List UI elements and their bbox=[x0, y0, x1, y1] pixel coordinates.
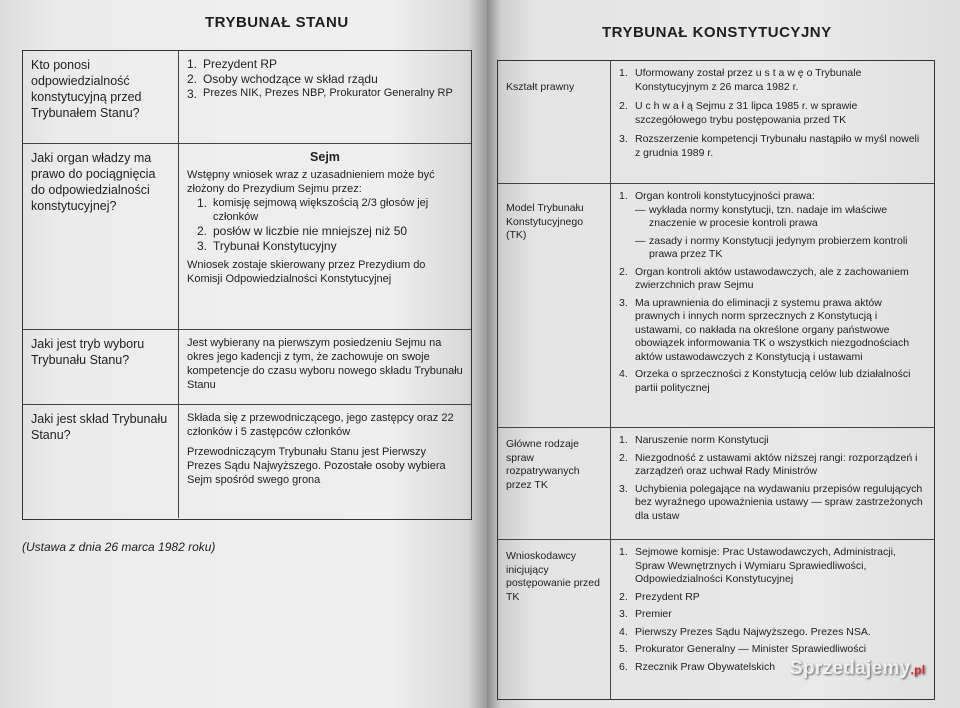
list-item: Ma uprawnienia do eliminacji z systemu prawa aktów prawnych i innych norm sprzecznych z Konstytucją i ustawami, co nakłada na określone organy państwowe obowiązek informowania TK o wszystkich niezgodnościach aktów ustawodawczych z Konstytucją i ustawami bbox=[635, 296, 910, 363]
list-item: Sejmowe komisje: Prac Ustawodawczych, Administracji, Spraw Wewnętrznych i Wymiaru Sprawiedliwości, Odpowiedzialności Konstytucyjnej bbox=[635, 546, 896, 585]
question-cell: Jaki jest tryb wyboru Trybunału Stanu? bbox=[31, 337, 145, 367]
answer-cell bbox=[178, 330, 471, 404]
list-item: Organ kontroli konstytucyjności prawa: bbox=[635, 190, 815, 202]
list-item: Prezydent RP bbox=[635, 590, 700, 603]
outro-text: Wniosek zostaje skierowany przez Prezydium do Komisji Odpowiedzialności Konstytucyjnej bbox=[187, 259, 426, 285]
answer-text: Jest wybierany na pierwszym posiedzeniu Sejmu na okres jego kadencji z tym, że zachowuje on swoje kompetencje do czasu wyboru nowego składu Trybunału Stanu bbox=[187, 337, 463, 391]
list-item: komisję sejmową większością 2/3 głosów jej członków bbox=[213, 197, 429, 223]
list-item: Premier bbox=[635, 608, 672, 620]
list-item: Rozszerzenie kompetencji Trybunału nastąpiło w myśl noweli z grudnia 1989 r. bbox=[635, 133, 920, 159]
answer-cell: 1. Prezydent RP 2. Osoby wchodzące w skład rządu 3. Prezes NIK, Prezes NBP, Prokurator Generalny RP bbox=[178, 51, 471, 143]
question-cell: Kształt prawny bbox=[506, 81, 575, 93]
trybunal-konstytucyjny-table bbox=[497, 60, 935, 700]
table-row bbox=[23, 143, 471, 329]
footnote: (Ustawa z dnia 26 marca 1982 roku) bbox=[22, 540, 216, 554]
list-item: Pierwszy Prezes Sądu Najwyższego. Prezes NSA. bbox=[635, 625, 871, 638]
page-title: TRYBUNAŁ KONSTYTUCYJNY bbox=[602, 24, 832, 41]
answer-cell bbox=[178, 405, 471, 518]
answer-cell: 1. Organ kontroli konstytucyjności prawa: — wykłada normy konstytucji, tzn. nadaje im właściwe znaczenie w procesie kontroli prawa — zasady i normy Konstytucji jedynym probierzem kontroli prawa przez TK 2. Organ kontroli aktów ustawodawczych, ale z zachowaniem zwierzchnich praw Sejmu 3. Ma uprawnienia do eliminacji z systemu prawa aktów prawnych i innych norm sprzecznych z Konstytucją i ustawami, co nakłada na określone organy państwowe obowiązek informowania TK o wszystkich niezgodnościach aktów ustawodawczych z Konstytucją i ustawami 4. Orzeka o sprzeczności z Konstytucją celów lub działalności partii politycznej bbox=[610, 184, 934, 427]
answer-cell: 1. Sejmowe komisje: Prac Ustawodawczych, Administracji, Spraw Wewnętrznych i Wymiaru Sprawiedliwości, Odpowiedzialności Konstytucyjnej 2. Prezydent RP 3. Premier 4. Pierwszy Prezes Sądu Najwyższego. Prezes NSA. 5. Prokurator Generalny — Minister Sprawiedliwości 6. Rzecznik Praw Obywatelskich bbox=[610, 540, 934, 699]
answer-cell: Sejm Wstępny wniosek wraz z uzasadnieniem może być złożony do Prezydium Sejmu przez: 1. komisję sejmową większością 2/3 głosów jej członków 2. posłów w liczbie nie mniejszej niż 50 3. Trybunał Konstytucyjny Wniosek zostaje skierowany przez Prezydium do Komisji Odpowiedzialności Konstytucyjnej bbox=[178, 144, 471, 329]
table-row bbox=[498, 183, 934, 427]
list-item: Rzecznik Praw Obywatelskich bbox=[635, 660, 776, 673]
tribunal-stanu-table bbox=[22, 50, 472, 520]
watermark-text: Sprzedajemy bbox=[790, 658, 911, 679]
table-row bbox=[498, 61, 934, 183]
question-cell: Jaki jest skład Trybunału Stanu? bbox=[31, 412, 168, 442]
right-page bbox=[487, 0, 960, 708]
answer-text: Przewodniczącym Trybunału Stanu jest Pierwszy Prezes Sądu Najwyższego. Pozostałe osoby wybiera Sejm spośród swego grona bbox=[187, 446, 446, 486]
list-item: Prezydent RP bbox=[203, 57, 278, 71]
sejm-heading: Sejm bbox=[310, 150, 340, 164]
sub-item: zasady i normy Konstytucji jedynym probierzem kontroli prawa przez TK bbox=[649, 234, 908, 260]
sub-item: wykłada normy konstytucji, tzn. nadaje im właściwe znaczenie w procesie kontroli prawa bbox=[649, 203, 888, 229]
table-row bbox=[23, 404, 471, 518]
page-title: TRYBUNAŁ STANU bbox=[205, 14, 349, 31]
list-item: Niezgodność z ustawami aktów niższej rangi: rozporządzeń i zarządzeń oraz uchwał Rady Ministrów bbox=[635, 451, 918, 477]
list-item: Naruszenie norm Konstytucji bbox=[635, 434, 769, 446]
list-item: Trybunał Konstytucyjny bbox=[213, 239, 337, 253]
list-item: Organ kontroli aktów ustawodawczych, ale z zachowaniem zwierzchnich praw Sejmu bbox=[635, 265, 909, 291]
list-item: Osoby wchodzące w skład rządu bbox=[203, 72, 378, 86]
list-item: Orzeka o sprzeczności z Konstytucją celów lub działalności partii politycznej bbox=[635, 368, 911, 394]
question-cell: Kto ponosi odpowiedzialność konstytucyjną przed Trybunałem Stanu? bbox=[31, 58, 142, 120]
list-item: Uchybienia polegające na wydawaniu przepisów regulujących bez wyraźnego upoważnienia ustawy — spraw zastrzeżonych dla ustaw bbox=[635, 482, 923, 522]
answer-cell: 1. Naruszenie norm Konstytucji 2. Niezgodność z ustawami aktów niższej rangi: rozporządzeń i zarządzeń oraz uchwał Rady Ministrów 3. Uchybienia polegające na wydawaniu przepisów regulujących bez wyraźnego upoważnienia ustawy — spraw zastrzeżonych dla ustaw bbox=[610, 428, 934, 539]
watermark-logo bbox=[790, 658, 925, 680]
question-cell: Jaki organ władzy ma prawo do pociągnięcia do odpowiedzialności konstytucyjnej? bbox=[31, 151, 156, 213]
question-cell: Model Trybunału Konstytucyjnego (TK) bbox=[506, 202, 584, 241]
list-item: Uformowany został przez u s t a w ę o Trybunale Konstytucyjnym z 26 marca 1982 r. bbox=[635, 67, 862, 93]
table-row bbox=[23, 329, 471, 404]
table-row bbox=[498, 427, 934, 539]
question-cell: Główne rodzaje spraw rozpatrywanych przez TK bbox=[506, 438, 580, 491]
list-item: Prezes NIK, Prezes NBP, Prokurator Generalny RP bbox=[203, 87, 453, 99]
watermark-suffix: .pl bbox=[910, 663, 926, 677]
question-cell: Wnioskodawcy inicjujący postępowanie przed TK bbox=[506, 550, 600, 603]
answer-text: Składa się z przewodniczącego, jego zastępcy oraz 22 członków i 5 zastępców członków bbox=[187, 412, 454, 438]
table-row bbox=[23, 51, 471, 143]
answer-cell: 1. Uformowany został przez u s t a w ę o Trybunale Konstytucyjnym z 26 marca 1982 r. 2. U c h w a ł ą Sejmu z 31 lipca 1985 r. w sprawie szczegółowego trybu postępowania przed TK 3. Rozszerzenie kompetencji Trybunału nastąpiło w myśl noweli z grudnia 1989 r. bbox=[610, 61, 934, 183]
list-item: U c h w a ł ą Sejmu z 31 lipca 1985 r. w sprawie szczegółowego trybu postępowania przed TK bbox=[635, 100, 858, 126]
list-item: Prokurator Generalny — Minister Sprawiedliwości bbox=[635, 643, 867, 655]
list-item: posłów w liczbie nie mniejszej niż 50 bbox=[213, 224, 408, 238]
intro-text: Wstępny wniosek wraz z uzasadnieniem może być złożony do Prezydium Sejmu przez: bbox=[187, 169, 435, 195]
